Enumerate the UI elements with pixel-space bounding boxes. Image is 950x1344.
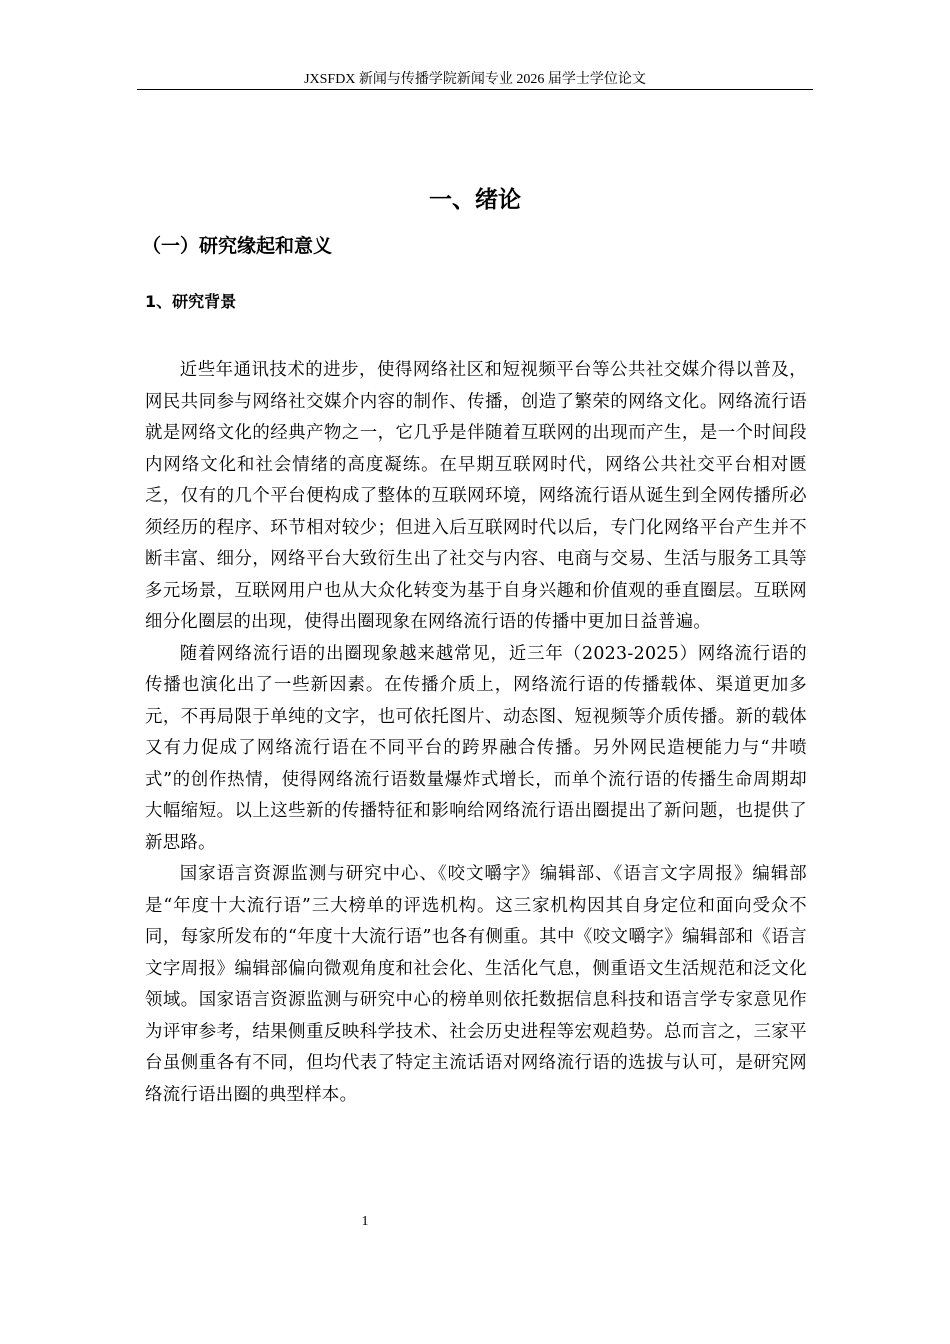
body-text xyxy=(145,355,807,1111)
chapter-title: 一、绪论 xyxy=(429,187,521,213)
paragraph: 近些年通讯技术的进步，使得网络社区和短视频平台等公共社交媒介得以普及，网民共同参与网络社交媒介内容的制作、传播，创造了繁荣的网络文化。网络流行语就是网络文化的经典产物之一，它几乎是伴随着互联网的出现而产生，是一个时间段内网络文化和社会情绪的高度凝练。在早期互联网时代，网络公共社交平台相对匮乏，仅有的几个平台便构成了整体的互联网环境，网络流行语从诞生到全网传播所必须经历的程序、环节相对较少；但进入后互联网时代以后，专门化网络平台产生并不断丰富、细分，网络平台大致衍生出了社交与内容、电商与交易、生活与服务工具等多元场景，互联网用户也从大众化转变为基于自身兴趣和价值观的垂直圈层。互联网细分化圈层的出现，使得出圈现象在网络流行语的传播中更加日益普遍。 xyxy=(145,360,807,632)
section-title: （一）研究缘起和意义 xyxy=(142,235,333,257)
subsection-title: 1、研究背景 xyxy=(145,292,237,311)
paragraph: 随着网络流行语的出圈现象越来越常见，近三年（2023-2025）网络流行语的传播也演化出了一些新因素。在传播介质上，网络流行语的传播载体、渠道更加多元，不再局限于单纯的文字，也可依托图片、动态图、短视频等介质传播。新的载体又有力促成了网络流行语在不同平台的跨界融合传播。另外网民造梗能力与“井喷式”的创作热情，使得网络流行语数量爆炸式增长，而单个流行语的传播生命周期却大幅缩短。以上这些新的传播特征和影响给网络流行语出圈提出了新问题，也提供了新思路。 xyxy=(145,643,807,853)
running-header: JXSFDX 新闻与传播学院新闻专业 2026 届学士学位论文 xyxy=(304,72,646,87)
paragraph: 国家语言资源监测与研究中心、《咬文嚼字》编辑部、《语言文字周报》编辑部是“年度十大流行语”三大榜单的评选机构。这三家机构因其自身定位和面向受众不同，每家所发布的“年度十大流行语”也各有侧重。其中《咬文嚼字》编辑部和《语言文字周报》编辑部偏向微观角度和社会化、生活化气息，侧重语文生活规范和泛文化领域。国家语言资源监测与研究中心的榜单则依托数据信息科技和语言学专家意见作为评审参考，结果侧重反映科学技术、社会历史进程等宏观趋势。总而言之，三家平台虽侧重各有不同，但均代表了特定主流话语对网络流行语的选拔与认可，是研究网络流行语出圈的典型样本。 xyxy=(145,864,807,1105)
header-rule xyxy=(137,89,813,90)
page-number: 1 xyxy=(361,1214,369,1229)
